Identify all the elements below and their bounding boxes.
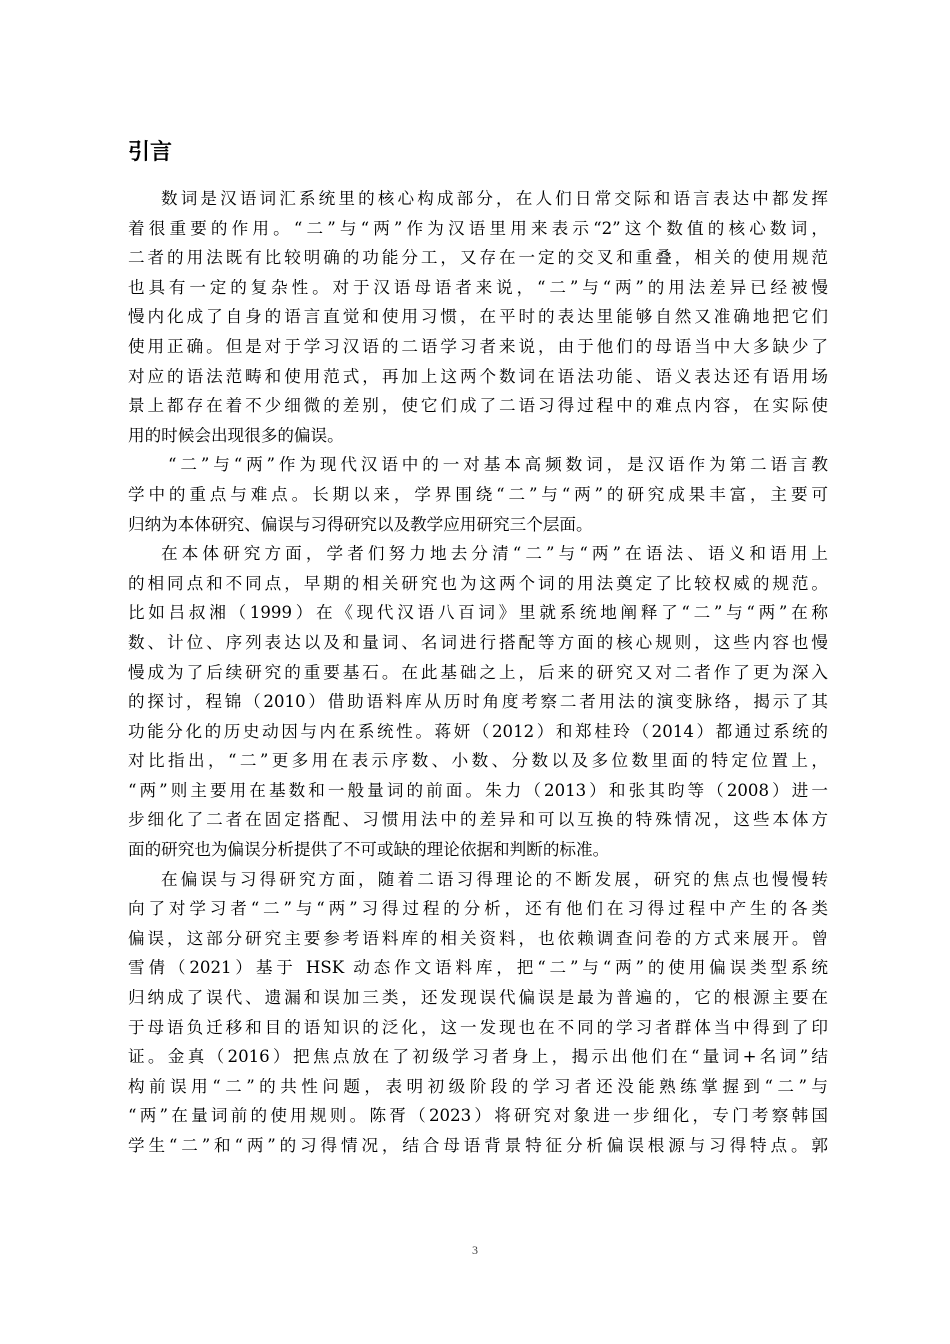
text-line: 偏误，这部分研究主要参考语料库的相关资料，也依赖调查问卷的方式来展开。曾 xyxy=(128,928,828,948)
text-line: 归纳成了误代、遗漏和误加三类，还发现误代偏误是最为普遍的，它的根源主要在 xyxy=(128,988,828,1008)
text-line: 用的时候会出现很多的偏误。 xyxy=(128,425,344,445)
text-line: “二”与“两”作为现代汉语中的一对基本高频数词，是汉语作为第二语言教 xyxy=(168,455,828,475)
text-line: 功能分化的历史动因与内在系统性。蒋妍（2012）和郑桂玲（2014）都通过系统的 xyxy=(128,721,828,741)
text-line: 数、计位、序列表达以及和量词、名词进行搭配等方面的核心规则，这些内容也慢 xyxy=(128,632,828,652)
text-line: 慢内化成了自身的语言直觉和使用习惯，在平时的表达里能够自然又准确地把它们 xyxy=(128,307,828,327)
text-line: 二者的用法既有比较明确的功能分工，又存在一定的交叉和重叠，相关的使用规范 xyxy=(128,248,828,268)
body-text xyxy=(128,184,828,1161)
page-number: 3 xyxy=(472,1243,478,1257)
paragraph-1 xyxy=(128,184,828,450)
text-line: 的相同点和不同点，早期的相关研究也为这两个词的用法奠定了比较权威的规范。 xyxy=(128,573,828,593)
text-line: 归纳为本体研究、偏误与习得研究以及教学应用研究三个层面。 xyxy=(128,514,593,534)
text-line: 的探讨，程锦（2010）借助语料库从历时角度考察二者用法的演变脉络，揭示了其 xyxy=(128,692,828,712)
text-line: 面的研究也为偏误分析提供了不可或缺的理论依据和判断的标准。 xyxy=(128,840,610,860)
paragraph-2 xyxy=(128,450,828,539)
text-line: 在偏误与习得研究方面，随着二语习得理论的不断发展，研究的焦点也慢慢转 xyxy=(161,869,828,889)
text-line: 在本体研究方面，学者们努力地去分清“二”与“两”在语法、语义和语用上 xyxy=(161,544,828,564)
text-line: 比如吕叔湘（1999）在《现代汉语八百词》里就系统地阐释了“二”与“两”在称 xyxy=(128,603,828,623)
text-line: 着很重要的作用。“二”与“两”作为汉语里用来表示“2”这个数值的核心数词， xyxy=(128,218,828,238)
text-line: 景上都存在着不少细微的差别，使它们成了二语习得过程中的难点内容，在实际使 xyxy=(128,396,828,416)
text-line: 也具有一定的复杂性。对于汉语母语者来说，“二”与“两”的用法差异已经被慢 xyxy=(128,277,828,297)
text-line: 于母语负迁移和目的语知识的泛化，这一发现也在不同的学习者群体当中得到了印 xyxy=(128,1017,828,1037)
text-line: 学中的重点与难点。长期以来，学界围绕“二”与“两”的研究成果丰富，主要可 xyxy=(128,484,828,504)
text-line: 步细化了二者在固定搭配、习惯用法中的差异和可以互换的特殊情况，这些本体方 xyxy=(128,810,828,830)
text-line: “两”在量词前的使用规则。陈胥（2023）将研究对象进一步细化，专门考察韩国 xyxy=(128,1106,828,1126)
paragraph-3 xyxy=(128,539,828,865)
text-line: 证。金真（2016）把焦点放在了初级学习者身上，揭示出他们在“量词+名词”结 xyxy=(128,1047,828,1067)
text-line: 雪倩（2021）基于 HSK 动态作文语料库，把“二”与“两”的使用偏误类型系统 xyxy=(128,958,828,978)
text-line: 慢成为了后续研究的重要基石。在此基础之上，后来的研究又对二者作了更为深入 xyxy=(128,662,828,682)
paragraph-4 xyxy=(128,865,828,1161)
text-line: 对应的语法范畴和使用范式，再加上这两个数词在语法功能、语义表达还有语用场 xyxy=(128,366,828,386)
text-line: 学生“二”和“两”的习得情况，结合母语背景特征分析偏误根源与习得特点。郭 xyxy=(128,1136,828,1155)
text-line: 构前误用“二”的共性问题，表明初级阶段的学习者还没能熟练掌握到“二”与 xyxy=(128,1076,828,1096)
text-line: “两”则主要用在基数和一般量词的前面。朱力（2013）和张其昀等（2008）进一 xyxy=(128,780,828,800)
text-line: 向了对学习者“二”与“两”习得过程的分析，还有他们在习得过程中产生的各类 xyxy=(128,899,828,919)
section-heading: 引言 xyxy=(128,140,173,165)
text-line: 使用正确。但是对于学习汉语的二语学习者来说，由于他们的母语当中大多缺少了 xyxy=(128,336,828,356)
text-line: 数词是汉语词汇系统里的核心构成部分，在人们日常交际和语言表达中都发挥 xyxy=(161,189,828,208)
text-line: 对比指出，“二”更多用在表示序数、小数、分数以及多位数里面的特定位置上， xyxy=(128,751,828,771)
